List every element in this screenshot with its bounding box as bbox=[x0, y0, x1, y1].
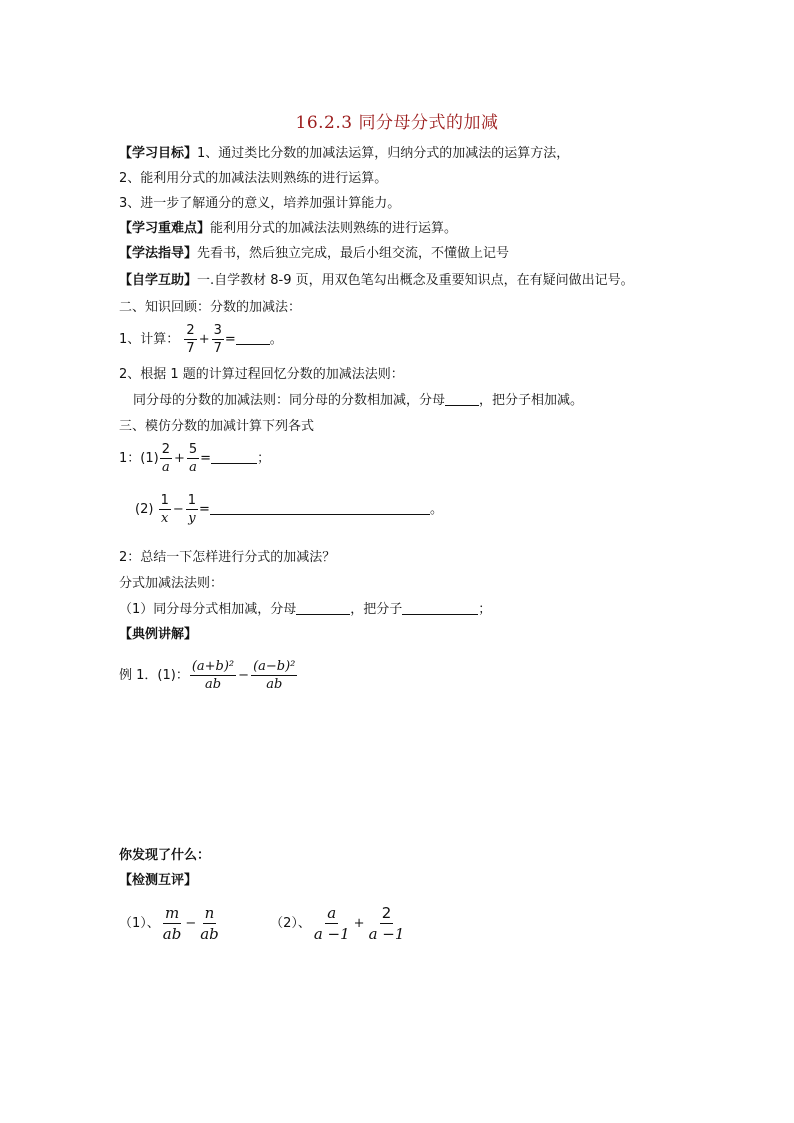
review-heading: 二、知识回顾：分数的加减法： bbox=[119, 300, 302, 315]
imitate-heading: 三、模仿分数的加减计算下列各式 bbox=[119, 419, 315, 434]
review-rule-line: 同分母的分数的加减法则：同分母的分数相加减，分母 ，把分子相加减。 bbox=[133, 393, 584, 408]
learning-goal-line2: 2、能利用分式的加减法法则熟练的进行运算。 bbox=[119, 171, 388, 186]
check-heading: 【检测互评】 bbox=[119, 873, 198, 888]
learning-goal-line1: 【学习目标】1、通过类比分数的加减法运算，归纳分式的加减法的运算方法， bbox=[119, 146, 570, 161]
discovery-line: 你发现了什么： bbox=[119, 848, 211, 863]
answer-blank[interactable] bbox=[296, 602, 350, 615]
answer-blank[interactable] bbox=[445, 393, 479, 406]
answer-blank[interactable] bbox=[210, 502, 430, 515]
example-heading: 【典例讲解】 bbox=[119, 627, 198, 642]
review-q2: 2、根据 1 题的计算过程回忆分数的加减法法则： bbox=[119, 367, 404, 382]
guide-tag: 【学法指导】 bbox=[119, 246, 198, 261]
answer-blank[interactable] bbox=[402, 602, 478, 615]
fraction-rule-heading: 分式加减法法则： bbox=[119, 576, 224, 591]
self-tag: 【自学互助】 bbox=[119, 273, 198, 288]
imitate-problem-2: (2) $\frac{1}{x}$ − $\frac{1}{y}$ = 。 bbox=[135, 493, 443, 526]
review-calc-line: 1、计算： $\frac{2}{7}$ + $\frac{3}{7}$ = 。 bbox=[119, 323, 283, 356]
imitate-problem-1: 1：(1) $\frac{2}{a}$ + $\frac{5}{a}$ = ； bbox=[119, 442, 271, 475]
example-1: 例 1．(1)： $\frac{\text{(a+b)²}}{ab}$ − $\frac{\text{(a−b)²}}{ab}$ bbox=[119, 659, 296, 692]
self-study-line: 【自学互助】一.自学教材 8-9 页，用双色笔勾出概念及重要知识点，在有疑问做出记号。 bbox=[119, 273, 634, 288]
fraction-rule-line: （1）同分母分式相加减，分母 ，把分子 ； bbox=[119, 602, 492, 617]
answer-blank[interactable] bbox=[211, 451, 257, 464]
page-title: 16.2.3 同分母分式的加减 bbox=[295, 113, 499, 133]
learning-goal-line3: 3、进一步了解通分的意义，培养加强计算能力。 bbox=[119, 196, 401, 211]
check-problems: （1）、 $\frac{m}{ab}$ − $\frac{n}{ab}$ （2）、 $\frac{a}{a -1}$ + $\frac{2}{a -1}$ bbox=[119, 904, 405, 943]
answer-blank[interactable] bbox=[236, 332, 270, 345]
fraction-2-7: $\frac{2}{7}$ bbox=[186, 323, 195, 356]
fraction-3-7: $\frac{3}{7}$ bbox=[213, 323, 222, 356]
method-guide-line: 【学法指导】先看书，然后独立完成，最后小组交流，不懂做上记号 bbox=[119, 246, 510, 261]
imitate-q2: 2：总结一下怎样进行分式的加减法？ bbox=[119, 550, 336, 565]
key-points-line: 【学习重难点】能利用分式的加减法法则熟练的进行运算。 bbox=[119, 221, 458, 236]
goal-tag: 【学习目标】 bbox=[119, 146, 198, 161]
key-tag: 【学习重难点】 bbox=[119, 221, 211, 236]
